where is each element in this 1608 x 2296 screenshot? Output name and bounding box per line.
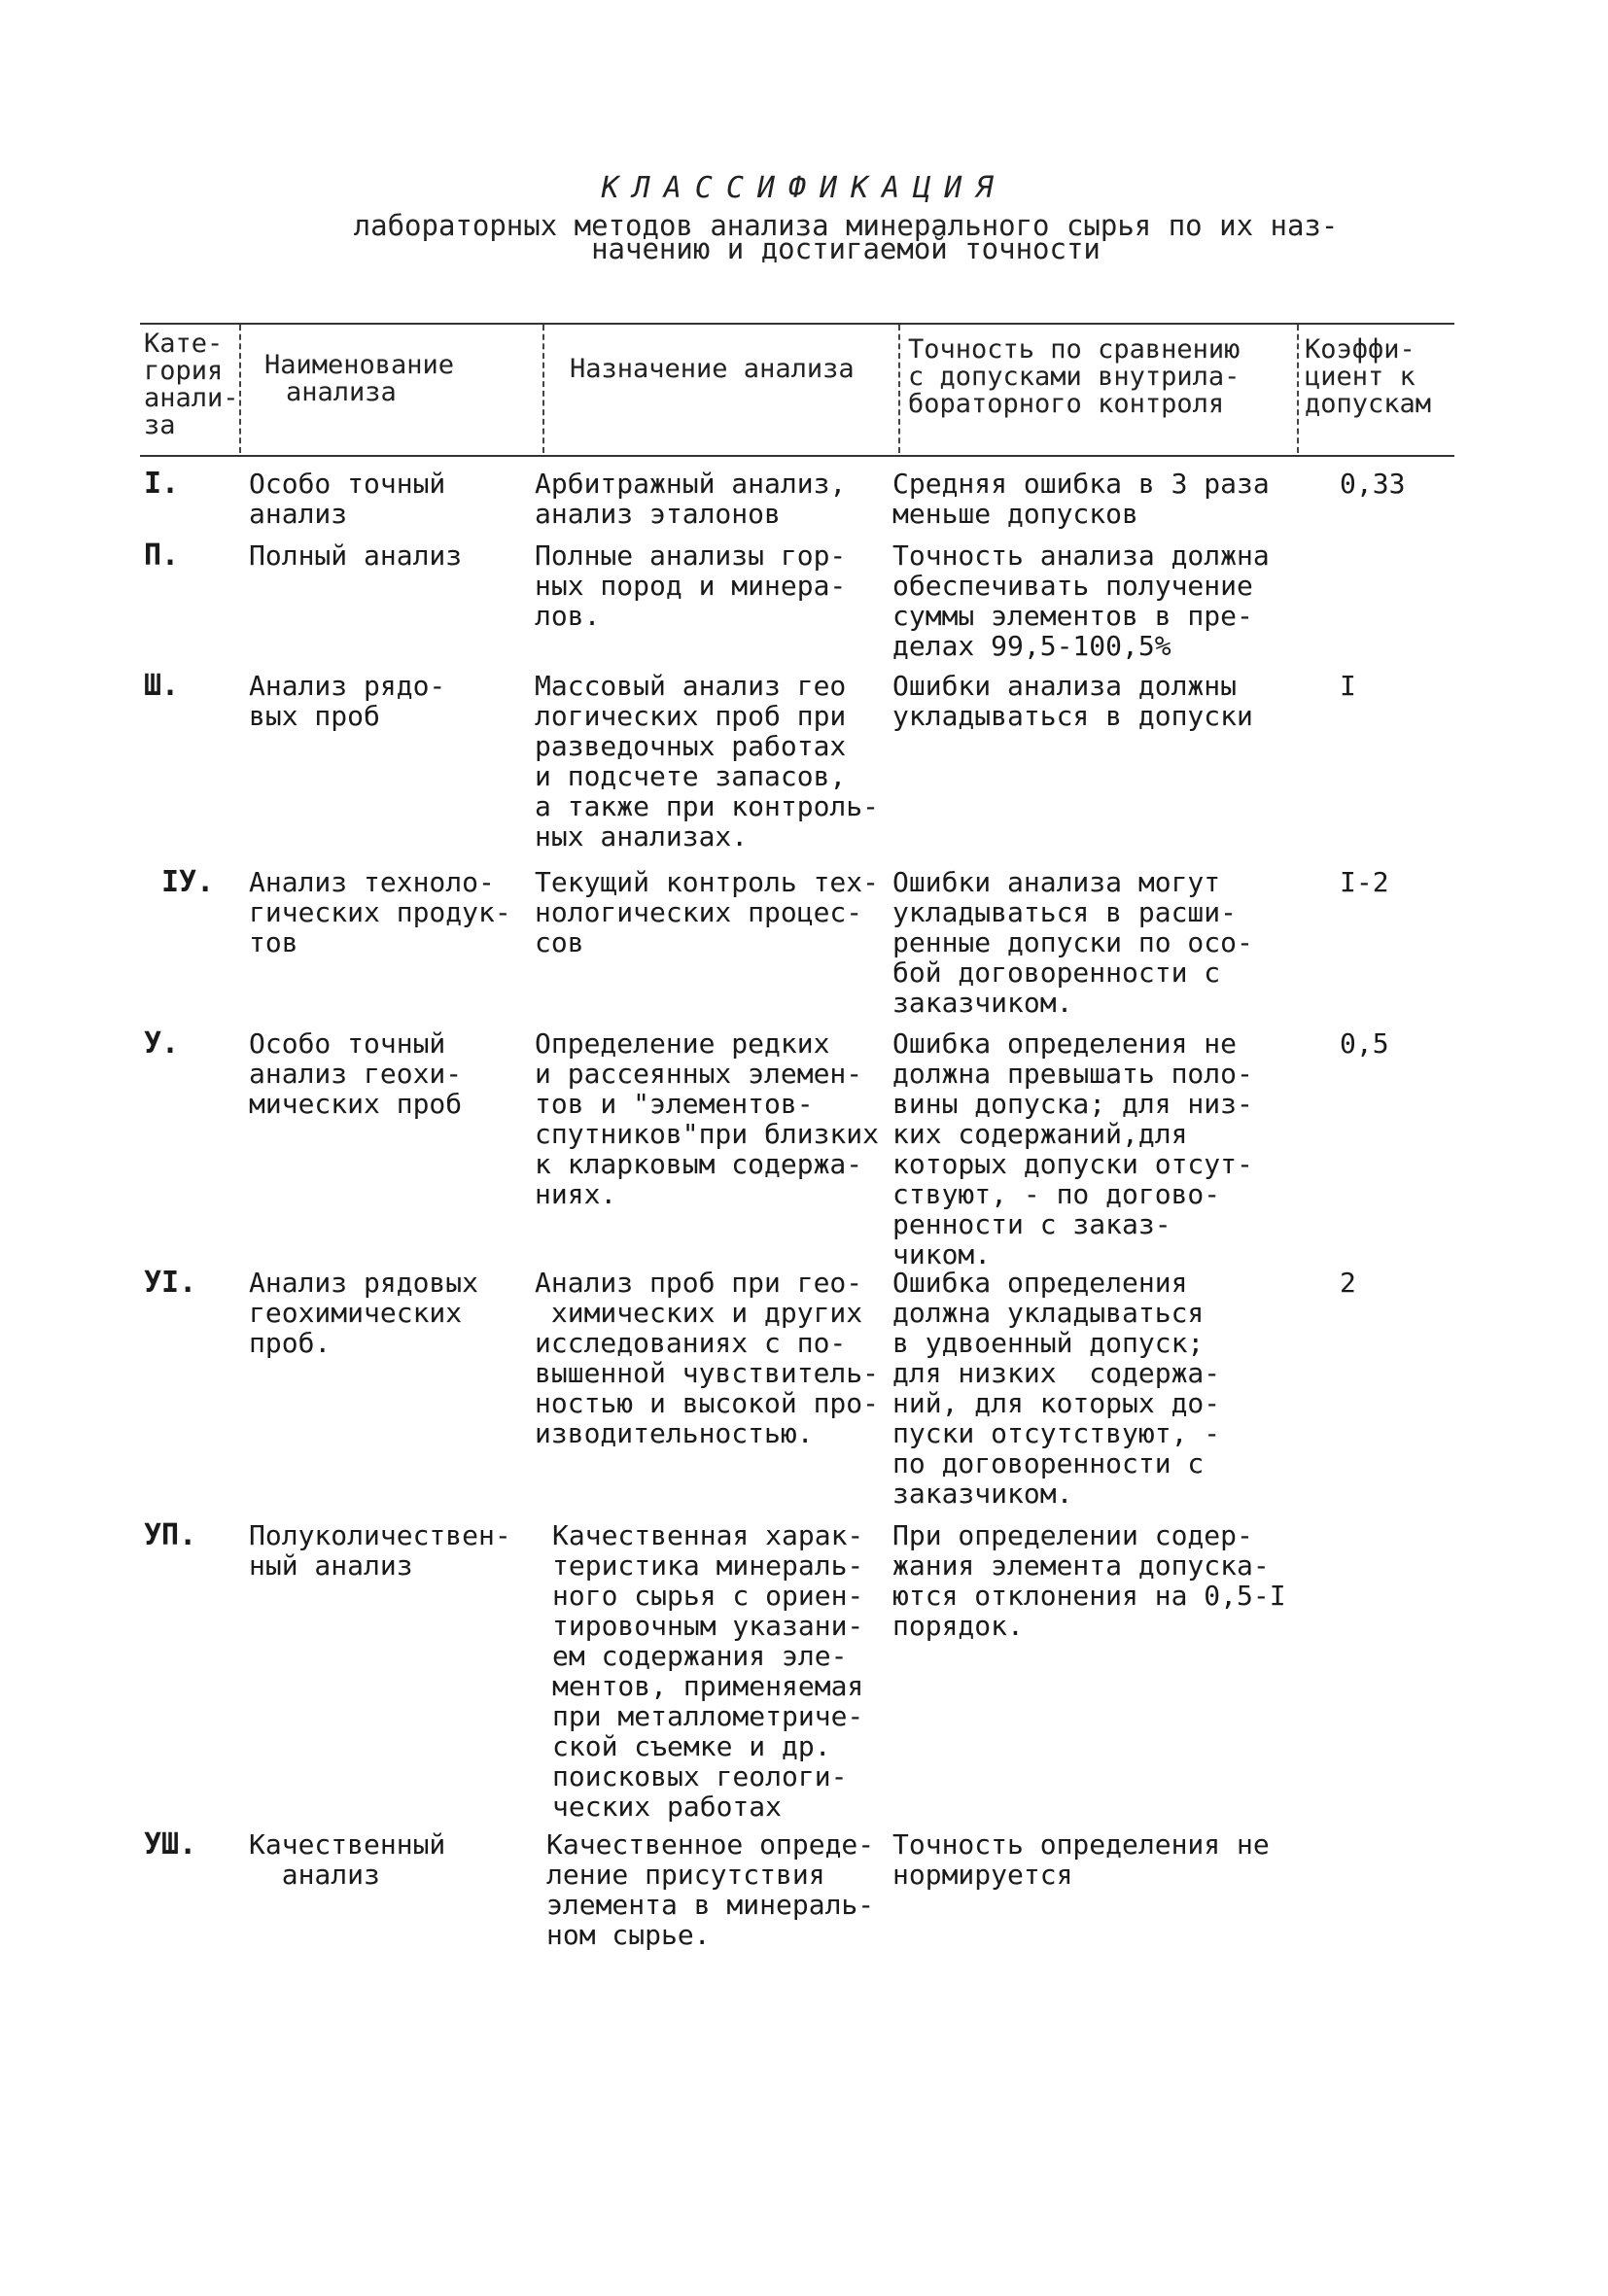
cell-line: проб. bbox=[249, 1327, 332, 1359]
cell-purpose bbox=[535, 1268, 879, 1448]
cell-line: разведочных работах bbox=[535, 730, 847, 762]
cell-accuracy bbox=[892, 671, 1253, 731]
cell-name bbox=[249, 1520, 511, 1581]
cell-line: Качественный bbox=[249, 1828, 446, 1861]
cell-line: 0,33 bbox=[1340, 468, 1406, 500]
cell-line: Точность определения не bbox=[892, 1828, 1270, 1861]
cell-line: ных анализах. bbox=[535, 820, 749, 852]
cell-name bbox=[249, 540, 462, 571]
cell-line: анализ bbox=[249, 1859, 380, 1891]
cell-line: лов. bbox=[535, 600, 601, 632]
cell-line: спутников"при близких bbox=[535, 1118, 880, 1150]
header-line: Наименование bbox=[264, 350, 455, 380]
header-line: циент к bbox=[1305, 362, 1416, 392]
cell-line: ном сырье. bbox=[546, 1919, 711, 1951]
cell-line: поисковых геологи- bbox=[552, 1760, 848, 1792]
cell-line: должна превышать поло- bbox=[892, 1058, 1253, 1090]
cell-accuracy bbox=[892, 867, 1253, 1018]
header-category bbox=[144, 330, 239, 439]
cell-line: Точность анализа должна bbox=[892, 539, 1270, 572]
cell-line: ного сырья с ориен- bbox=[552, 1580, 864, 1612]
cell-line: жания элемента допуска- bbox=[892, 1549, 1270, 1582]
cell-line: тировочным указани- bbox=[552, 1610, 864, 1642]
header-name bbox=[264, 352, 454, 406]
cell-line: тов bbox=[249, 926, 298, 958]
cell-category bbox=[144, 1268, 196, 1298]
cell-line: УШ. bbox=[144, 1827, 197, 1861]
header-line: Кате- bbox=[144, 329, 224, 359]
header-line: с допусками внутрила- bbox=[908, 362, 1241, 392]
cell-line: ской съемке и др. bbox=[552, 1730, 831, 1762]
cell-line: ренности с заказ- bbox=[892, 1208, 1171, 1240]
cell-line: анализ эталонов bbox=[535, 498, 781, 530]
cell-line: Средняя ошибка в 3 раза bbox=[892, 468, 1270, 500]
subtitle-line: лабораторных методов анализа минерального сырья по их наз- bbox=[353, 209, 1339, 242]
header-line: анализа bbox=[286, 377, 397, 407]
cell-accuracy bbox=[892, 1829, 1270, 1890]
cell-line: ностью и высокой про- bbox=[535, 1387, 880, 1419]
cell-purpose bbox=[535, 469, 846, 529]
cell-line: Полуколичествен- bbox=[249, 1519, 511, 1551]
cell-line: изводительностью. bbox=[535, 1417, 814, 1449]
cell-line: Ш. bbox=[144, 669, 180, 703]
cell-accuracy bbox=[892, 1028, 1253, 1270]
column-divider bbox=[542, 325, 544, 453]
cell-line: химических и других bbox=[535, 1297, 863, 1329]
cell-line: должна укладываться bbox=[892, 1297, 1205, 1329]
cell-line: тов и "элементов- bbox=[535, 1088, 814, 1120]
cell-purpose bbox=[535, 671, 879, 852]
cell-line: порядок. bbox=[892, 1610, 1024, 1642]
header-line: за bbox=[144, 410, 176, 440]
cell-coefficient bbox=[1340, 867, 1389, 897]
cell-line: I-2 bbox=[1340, 866, 1389, 898]
cell-line: а также при контроль- bbox=[535, 790, 880, 822]
cell-line: ниях. bbox=[535, 1178, 617, 1210]
cell-line: гических продук- bbox=[249, 896, 511, 928]
cell-name bbox=[249, 1829, 445, 1890]
header-bottom-rule bbox=[140, 455, 1454, 457]
cell-line: укладываться в допуски bbox=[892, 700, 1253, 732]
cell-line: логических проб при bbox=[535, 700, 847, 732]
cell-line: У. bbox=[144, 1026, 180, 1061]
cell-accuracy bbox=[892, 1268, 1220, 1509]
header-accuracy bbox=[908, 336, 1240, 418]
column-divider bbox=[239, 325, 241, 453]
header-purpose bbox=[570, 356, 855, 383]
cell-line: чиком. bbox=[892, 1238, 992, 1270]
cell-category bbox=[144, 1520, 196, 1550]
cell-line: меньше допусков bbox=[892, 498, 1138, 530]
cell-line: ментов, применяемая bbox=[552, 1670, 864, 1702]
cell-accuracy bbox=[892, 469, 1270, 529]
cell-line: суммы элементов в пре- bbox=[892, 600, 1253, 632]
cell-name bbox=[249, 1268, 478, 1358]
cell-accuracy bbox=[892, 540, 1270, 661]
cell-line: ких содержаний,для bbox=[892, 1118, 1188, 1150]
cell-line: ных пород и минера- bbox=[535, 570, 847, 602]
cell-line: ческих работах bbox=[552, 1791, 783, 1823]
cell-line: геохимических bbox=[249, 1297, 463, 1329]
cell-line: ний, для которых до- bbox=[892, 1387, 1221, 1419]
cell-line: ление присутствия bbox=[546, 1859, 825, 1891]
cell-line: Ошибка определения bbox=[892, 1267, 1188, 1299]
cell-line: анализ геохи- bbox=[249, 1058, 463, 1090]
cell-purpose bbox=[535, 540, 846, 631]
cell-line: Ошибка определения не bbox=[892, 1027, 1238, 1060]
cell-line: к кларковым содержа- bbox=[535, 1148, 863, 1180]
cell-line: УП. bbox=[144, 1518, 197, 1552]
cell-line: Арбитражный анализ, bbox=[535, 468, 847, 500]
cell-category bbox=[161, 867, 214, 897]
header-line: бораторного контроля bbox=[908, 389, 1225, 419]
cell-line: ный анализ bbox=[249, 1549, 413, 1582]
cell-coefficient bbox=[1340, 1268, 1356, 1298]
cell-line: Особо точный bbox=[249, 468, 446, 500]
cell-line: Определение редких bbox=[535, 1027, 830, 1060]
header-line: Точность по сравнению bbox=[908, 334, 1241, 365]
cell-line: для низких содержа- bbox=[892, 1357, 1221, 1389]
cell-category bbox=[144, 469, 179, 499]
cell-line: бой договоренности с bbox=[892, 957, 1221, 989]
cell-coefficient bbox=[1340, 1028, 1389, 1059]
cell-category bbox=[144, 1829, 196, 1860]
cell-line: и рассеянных элемен- bbox=[535, 1058, 863, 1090]
cell-line: Качественное опреде- bbox=[546, 1828, 875, 1861]
cell-category bbox=[144, 1028, 179, 1059]
cell-category bbox=[144, 671, 179, 701]
cell-line: Ошибки анализа могут bbox=[892, 866, 1221, 898]
cell-coefficient bbox=[1340, 671, 1356, 701]
cell-purpose bbox=[535, 867, 879, 957]
cell-line: вышенной чувствитель- bbox=[535, 1357, 880, 1389]
cell-line: теристика минераль- bbox=[552, 1549, 864, 1582]
cell-name bbox=[249, 867, 511, 957]
cell-line: которых допуски отсут- bbox=[892, 1148, 1253, 1180]
cell-line: по договоренности с bbox=[892, 1447, 1205, 1479]
cell-line: ем содержания эле- bbox=[552, 1640, 848, 1672]
cell-line: при металлометриче- bbox=[552, 1700, 864, 1732]
cell-line: мических проб bbox=[249, 1088, 463, 1120]
cell-line: и подсчете запасов, bbox=[535, 760, 847, 792]
header-line: Назначение анализа bbox=[570, 354, 855, 384]
cell-line: делах 99,5-100,5% bbox=[892, 630, 1171, 662]
header-line: гория bbox=[144, 356, 224, 386]
cell-coefficient bbox=[1340, 469, 1405, 499]
cell-purpose bbox=[535, 1028, 879, 1209]
cell-line: нологических процес- bbox=[535, 896, 863, 928]
cell-line: Полные анализы гор- bbox=[535, 539, 847, 572]
cell-line: Текущий контроль тех- bbox=[535, 866, 880, 898]
cell-line: Анализ проб при гео- bbox=[535, 1267, 863, 1299]
cell-line: нормируется bbox=[892, 1859, 1073, 1891]
cell-purpose bbox=[552, 1520, 863, 1822]
cell-line: укладываться в расши- bbox=[892, 896, 1238, 928]
cell-name bbox=[249, 671, 445, 731]
cell-line: Массовый анализ гео bbox=[535, 670, 847, 702]
header-line: анали- bbox=[144, 383, 239, 413]
cell-line: заказчиком. bbox=[892, 1478, 1073, 1510]
cell-line: Ошибки анализа должны bbox=[892, 670, 1238, 702]
cell-line: ствуют, - по догово- bbox=[892, 1178, 1221, 1210]
cell-line: Полный анализ bbox=[249, 539, 463, 572]
cell-accuracy bbox=[892, 1520, 1286, 1641]
cell-line: Качественная харак- bbox=[552, 1519, 864, 1551]
column-divider bbox=[1297, 325, 1299, 453]
cell-name bbox=[249, 1028, 462, 1119]
cell-line: Анализ рядовых bbox=[249, 1267, 479, 1299]
cell-line: обеспечивать получение bbox=[892, 570, 1253, 602]
cell-line: 0,5 bbox=[1340, 1027, 1389, 1060]
header-line: Коэффи- bbox=[1305, 334, 1416, 365]
cell-line: ренные допуски по осо- bbox=[892, 926, 1253, 958]
cell-line: исследованиях с по- bbox=[535, 1327, 847, 1359]
cell-line: Анализ рядо- bbox=[249, 670, 446, 702]
cell-line: УI. bbox=[144, 1266, 197, 1300]
cell-line: в удвоенный допуск; bbox=[892, 1327, 1205, 1359]
cell-line: ются отклонения на 0,5-I bbox=[892, 1580, 1286, 1612]
header-coefficient bbox=[1305, 336, 1431, 418]
cell-line: При определении содер- bbox=[892, 1519, 1253, 1551]
header-line: допускам bbox=[1305, 389, 1432, 419]
cell-line: I bbox=[1340, 670, 1356, 702]
header-top-rule bbox=[140, 323, 1454, 325]
cell-purpose bbox=[546, 1829, 874, 1950]
cell-line: анализ bbox=[249, 498, 348, 530]
cell-line: Особо точный bbox=[249, 1027, 446, 1060]
column-divider bbox=[898, 325, 900, 453]
document-title: КЛАССИФИКАЦИЯ bbox=[601, 171, 1007, 205]
cell-line: элемента в минераль- bbox=[546, 1889, 875, 1921]
cell-line: I. bbox=[144, 467, 180, 501]
cell-line: вины допуска; для низ- bbox=[892, 1088, 1253, 1120]
cell-category bbox=[144, 540, 179, 571]
cell-line: сов bbox=[535, 926, 584, 958]
cell-line: 2 bbox=[1340, 1267, 1356, 1299]
cell-line: вых проб bbox=[249, 700, 380, 732]
subtitle-line: начению и достигаемой точности bbox=[591, 232, 1101, 265]
cell-name bbox=[249, 469, 445, 529]
document-subtitle bbox=[321, 209, 1371, 265]
cell-line: заказчиком. bbox=[892, 987, 1073, 1019]
cell-line: IУ. bbox=[161, 865, 215, 899]
cell-line: П. bbox=[144, 539, 180, 573]
cell-line: Анализ техноло- bbox=[249, 866, 495, 898]
cell-line: пуски отсутствуют, - bbox=[892, 1417, 1221, 1449]
